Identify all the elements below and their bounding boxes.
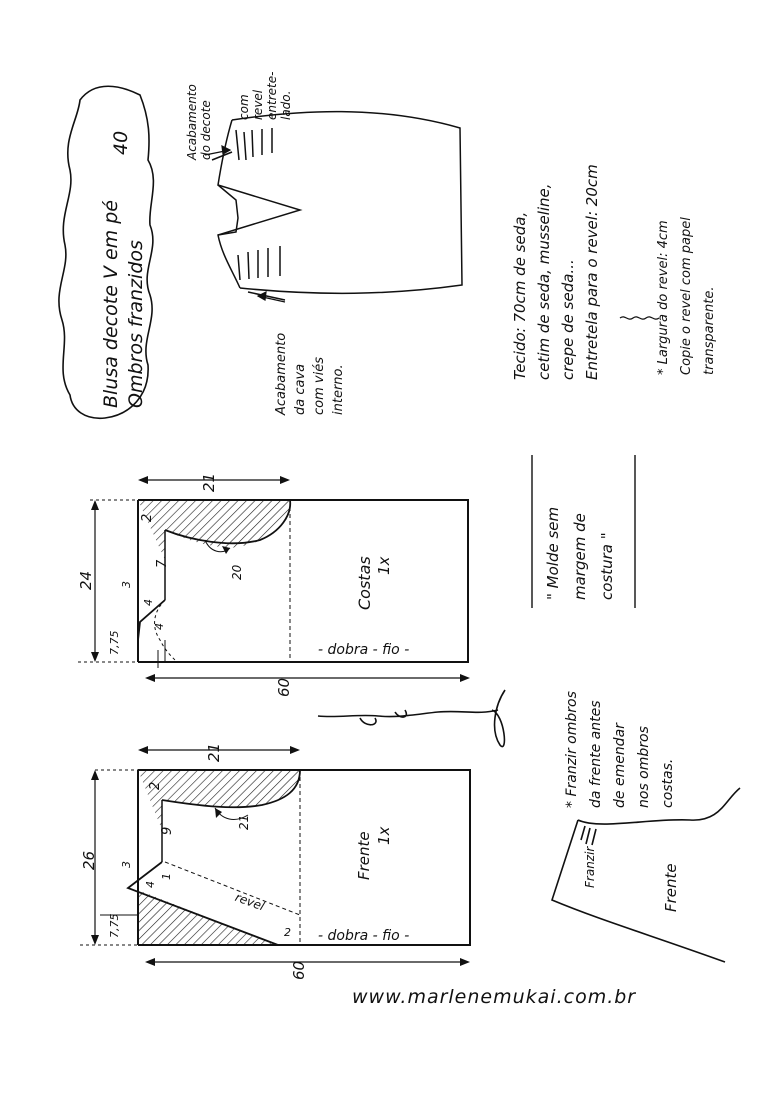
detail-gather: Franzir — [583, 846, 597, 888]
neck-finish-note: Acabamento do decote — [185, 84, 213, 160]
title-line2: Ombros franzidos — [125, 240, 147, 408]
gather-note: * Franzir ombros da frente antes de emendar nos ombros costas. — [564, 691, 676, 808]
front-width: 21 — [205, 742, 223, 762]
front-m2: 7,75 — [108, 913, 121, 938]
back-m3: 4 — [142, 599, 155, 606]
front-m1: 3 — [120, 861, 133, 868]
back-m1: 3 — [120, 581, 133, 588]
front-fold: - dobra - fio - — [318, 928, 410, 944]
detail-front: Frente — [662, 863, 680, 912]
front-armhole: 21 — [237, 814, 251, 830]
front-height: 26 — [80, 850, 98, 870]
signature-text — [350, 700, 430, 713]
website: www.marlenemukai.com.br — [352, 986, 637, 1008]
back-shoulder-drop: 2 — [140, 513, 155, 522]
front-count: 1x — [375, 826, 393, 845]
front-facing: revel — [233, 890, 267, 914]
front-pattern-piece — [80, 746, 470, 966]
fabric-note: Tecido: 70cm de seda, cetim de seda, musseline, crepe de seda... Entretela para o revel: 20cm — [511, 164, 601, 380]
detail-sketch — [552, 788, 740, 962]
back-m2: 7,75 — [108, 630, 121, 655]
front-shoulder: 9 — [160, 826, 175, 835]
back-length: 60 — [275, 677, 293, 697]
front-shoulder-drop: 2 — [148, 781, 163, 790]
armhole-finish-note: Acabamento da cava com viés interno. — [274, 332, 346, 415]
back-shoulder: 7 — [155, 559, 170, 568]
back-count: 1x — [375, 556, 393, 575]
back-m4: 4 — [153, 623, 166, 630]
front-hem: 2 — [284, 926, 291, 939]
back-armhole: 20 — [230, 564, 244, 580]
back-name: Costas — [355, 556, 374, 610]
neck-finish-note-2: com revel entrete- lado. — [237, 71, 293, 120]
back-fold: - dobra - fio - — [318, 642, 410, 658]
no-seam-note: " Molde sem margem de costura " — [544, 506, 616, 600]
facing-note: * Largura do revel: 4cm Copie o revel com papel transparente. — [656, 217, 717, 375]
signature — [318, 690, 505, 747]
back-pattern-piece — [78, 476, 470, 682]
title-line1: Blusa decote V em pé — [100, 200, 122, 408]
blouse-sketch — [212, 112, 462, 300]
back-height: 24 — [77, 570, 95, 590]
front-m4: 1 — [160, 873, 173, 880]
title-size: 40 — [110, 130, 132, 155]
back-width: 21 — [200, 472, 218, 492]
front-name: Frente — [355, 831, 373, 880]
front-m3: 4 — [144, 881, 157, 888]
sketch-arrows — [205, 146, 285, 302]
front-length: 60 — [290, 960, 308, 980]
